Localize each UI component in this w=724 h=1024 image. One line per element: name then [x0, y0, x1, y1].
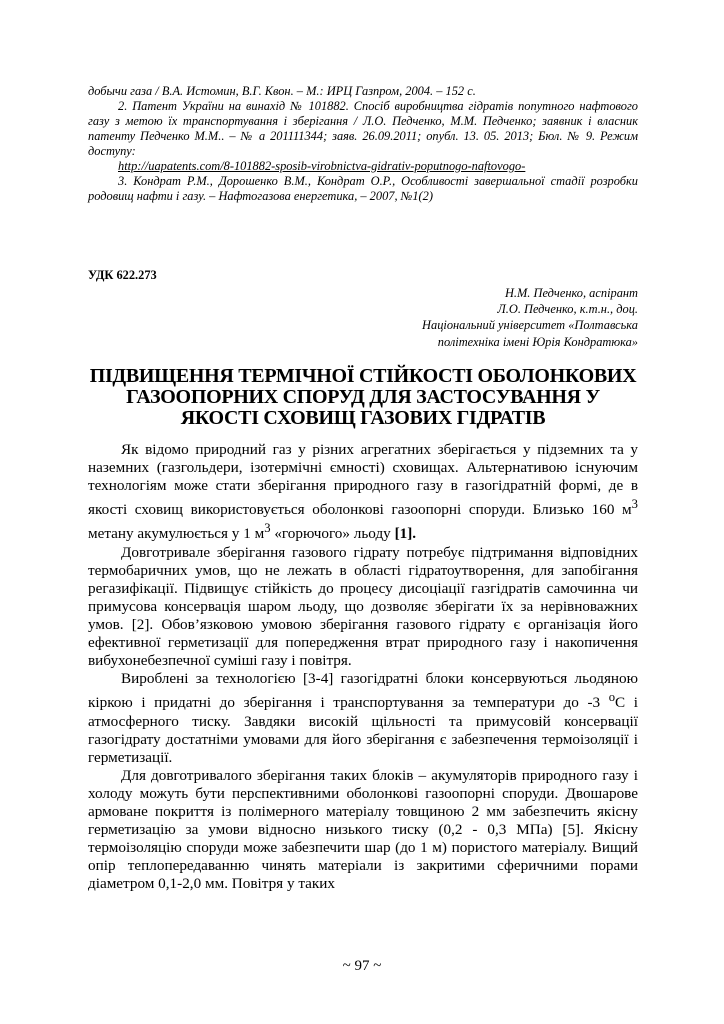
article-body — [88, 441, 638, 893]
degree-superscript: о — [608, 690, 616, 705]
title-line-1: ПІДВИЩЕННЯ ТЕРМІЧНОЇ СТІЙКОСТІ ОБОЛОНКОВИХ — [89, 365, 637, 387]
title-line-2: ГАЗООПОРНИХ СПОРУД ДЛЯ ЗАСТОСУВАННЯ У — [126, 386, 600, 408]
title-line-3: ЯКОСТІ СХОВИЩ ГАЗОВИХ ГІДРАТІВ — [180, 407, 546, 429]
paragraph-1-text-b: метану акумулюється у 1 м — [88, 525, 265, 543]
cubic-superscript-2: 3 — [264, 521, 271, 536]
paragraph-2: Довготривале зберігання газового гідрату потребує підтримання відповідних термобаричних умов, що не лежать в області гідратоутворення, для запобігання регазифікації. Підвищує стійкість до процесу дисоціації газгідратів самочинна чи примусова консервація шаром льоду, що дозволяє зберігати їх за нерівноважних умов. [2]. Обов’язковою умовою зберігання газового гідрату є організація його ефективної герметизації для попередження втрат природного газу і накопичення вибухонебезпечної суміші газу і повітря. — [88, 543, 638, 670]
paragraph-1-text-c: «горючого» льоду — [270, 525, 395, 543]
paragraph-1-text-a: Як відомо природний газ у різних агрегатних зберігається у підземних та у наземних (газгольдери, ізотермічні ємності) сховищах. Альтернативою існуючим технологіям може стати зберігання природного газу в газогідратній формі, де в якості сховищ використовується оболонкові газоопорні споруди. Близько 160 м — [88, 441, 638, 519]
reference-2: 2. Патент України на винахід № 101882. Спосіб виробництва гідратів попутного нафтового газу з метою їх транспортування і зберігання / Л.О. Педченко, М.М. Педченко; заявник і власник патенту Педченко М.М.. – № а 201111344; заяв. 26.09.2011; опубл. 13. 05. 2013; Бюл. № 9. Режим доступу: — [88, 99, 638, 158]
paragraph-4: Для довготривалого зберігання таких блоків – акумуляторів природного газу і холоду можуть бути перспективними оболонкові газоопорні споруди. Двошарове армоване покриття із полімерного матеріалу товщиною 2 мм забезпечить якісну герметизацію за умови відносно низького тиску (0,2 - 0,3 МПа) [5]. Якісну термоізоляцію споруди може забезпечити шар (до 1 м) пористого матеріалу. Вищий опір теплопередаванню чинять матеріали із закритими сферичними порами діаметром 0,1-2,0 мм. Повітря у таких — [88, 766, 638, 893]
reference-3: 3. Кондрат Р.М., Дорошенко В.М., Кондрат О.Р., Особливості завершальної стадії розробки родовищ нафти і газу. – Нафтогазова енергетика, – 2007, №1(2) — [88, 174, 638, 203]
citation-1: [1]. — [394, 525, 417, 543]
reference-2-link[interactable]: http://uapatents.com/8-101882-sposib-virobnictva-gidrativ-poputnogo-naftovogo- — [118, 159, 526, 173]
paragraph-3-text-a: Вироблені за технологією [3-4] газогідратні блоки консервуються льодяною кіркою і придатні до зберігання і транспортування за температури до -3 — [88, 670, 638, 712]
reference-1-tail: добычи газа / В.А. Истомин, В.Г. Квон. – М.: ИРЦ Газпром, 2004. – 152 с. — [88, 84, 476, 98]
cubic-superscript-1: 3 — [631, 497, 638, 512]
references-section — [88, 84, 638, 204]
author-2: Л.О. Педченко, к.т.н., доц. — [497, 302, 638, 317]
author-1: Н.М. Педченко, аспірант — [504, 286, 638, 300]
author-block — [238, 285, 638, 350]
affiliation-line-2: політехніка імені Юрія Кондратюка» — [437, 334, 638, 349]
paragraph-1 — [88, 441, 638, 544]
article-title — [88, 366, 638, 429]
paragraph-3 — [88, 670, 638, 767]
paragraph-3-text-b: С і атмосферного тиску. Завдяки високій щільності та примусовій консервації газогідрату достатніми умовами для його зберігання є забезпечення термоізоляції і герметизації. — [88, 694, 638, 766]
udk-code: УДК 622.273 — [88, 268, 157, 282]
page-number: ~ 97 ~ — [342, 958, 382, 974]
affiliation-line-1: Національний університет «Полтавська — [422, 318, 638, 333]
